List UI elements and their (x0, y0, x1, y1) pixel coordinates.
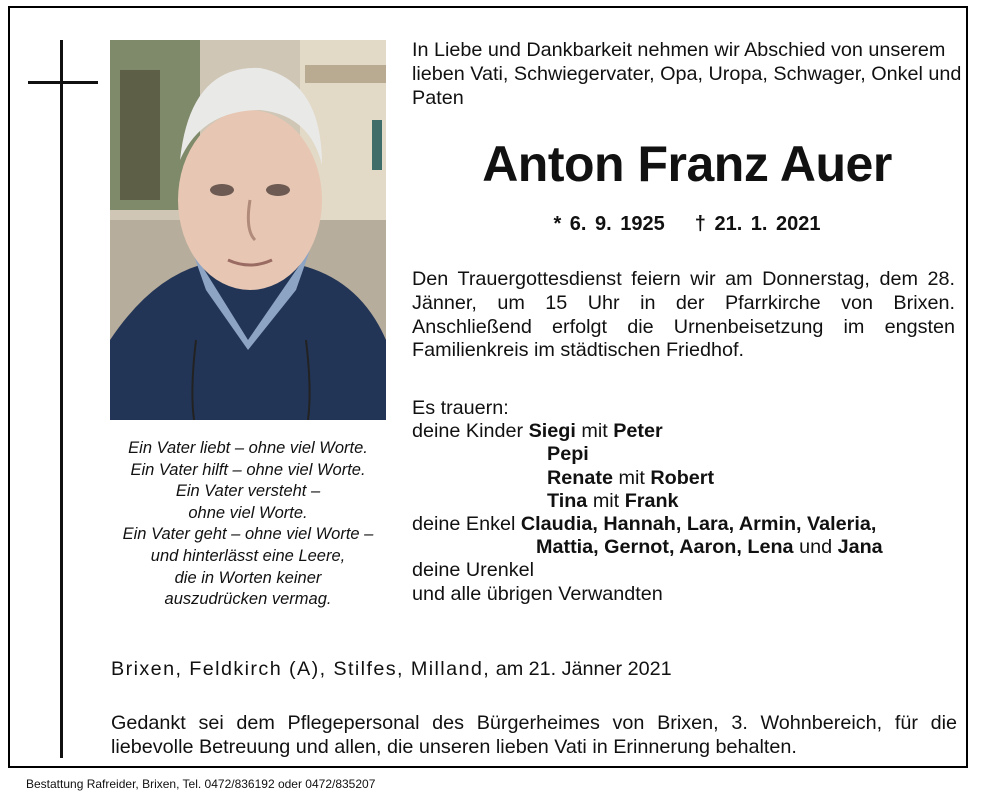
child-name: Siegi (528, 420, 576, 443)
grandchildren-label: deine Enkel (412, 513, 516, 536)
place-date-line (111, 657, 971, 681)
poem-line: die in Worten keiner (174, 568, 322, 587)
funeral-home-contact: Bestattung Rafreider, Brixen, Tel. 0472/836192 oder 0472/835207 (26, 777, 376, 791)
grandchildren-names: Claudia, Hannah, Lara, Armin, Valeria, (520, 513, 877, 536)
partner-name: Frank (624, 489, 679, 512)
children-row (412, 467, 972, 490)
poem-line: Ein Vater liebt – ohne viel Worte. (128, 439, 368, 457)
cross-icon (60, 40, 63, 758)
child-name: Tina (547, 489, 588, 512)
joiner: mit (592, 489, 620, 512)
portrait-photo (110, 40, 386, 420)
children-label: deine Kinder (412, 420, 524, 443)
birth-date: * 6. 9. 1925 (553, 213, 665, 235)
notice-date: am 21. Jänner 2021 (495, 658, 672, 680)
poem-line: und hinterlässt eine Leere, (150, 546, 346, 565)
joiner: und (799, 536, 833, 559)
poem-line: Ein Vater hilft – ohne viel Worte. (130, 460, 366, 479)
children-row (412, 443, 972, 466)
poem-line: auszudrücken vermag. (164, 590, 332, 609)
poem-line: ohne viel Worte. (188, 503, 308, 522)
great-grandchildren: deine Urenkel (412, 559, 535, 582)
funeral-service-text: Den Trauergottesdienst feiern wir am Donnerstag, dem 28. Jänner, um 15 Uhr in der Pfarrkirche von Brixen. Anschließend erfolgt die Urnenbeisetzung im engsten Familienkreis im städtischen Friedhof. (412, 268, 955, 362)
memorial-poem (100, 438, 396, 611)
portrait-image (110, 40, 386, 420)
poem-line: Ein Vater versteht – (175, 482, 321, 501)
thanks-text: Gedankt sei dem Pflegepersonal des Bürgerheimes von Brixen, 3. Wohnbereich, für die liebevolle Betreuung und allen, die unseren lieben Vati in Erinnerung behalten. (111, 712, 957, 758)
partner-name: Peter (613, 420, 663, 443)
joiner: mit (581, 420, 608, 443)
intro-text: In Liebe und Dankbarkeit nehmen wir Abschied von unserem lieben Vati, Schwiegervater, Opa, Uropa, Schwager, Onkel und Paten (412, 39, 962, 109)
mourners-list (412, 397, 972, 606)
grandchildren-row (412, 513, 972, 536)
mourners-heading: Es trauern: (412, 397, 509, 419)
partner-name: Robert (650, 466, 715, 489)
towns: Brixen, Feldkirch (A), Stilfes, Milland, (111, 658, 491, 680)
children-row (412, 420, 972, 443)
child-name: Renate (547, 466, 613, 489)
life-dates (412, 211, 962, 237)
grandchildren-row (412, 536, 972, 559)
deceased-name: Anton Franz Auer (482, 136, 892, 192)
cross-icon-bar (28, 81, 98, 84)
child-name: Pepi (547, 443, 589, 466)
children-row (412, 490, 972, 513)
joiner: mit (618, 466, 645, 489)
grandchild-name: Jana (837, 536, 883, 559)
poem-line: Ein Vater geht – ohne viel Worte – (122, 525, 374, 544)
other-relatives: und alle übrigen Verwandten (412, 582, 663, 605)
grandchildren-names: Mattia, Gernot, Aaron, Lena (536, 536, 794, 559)
death-date: † 21. 1. 2021 (694, 213, 821, 235)
